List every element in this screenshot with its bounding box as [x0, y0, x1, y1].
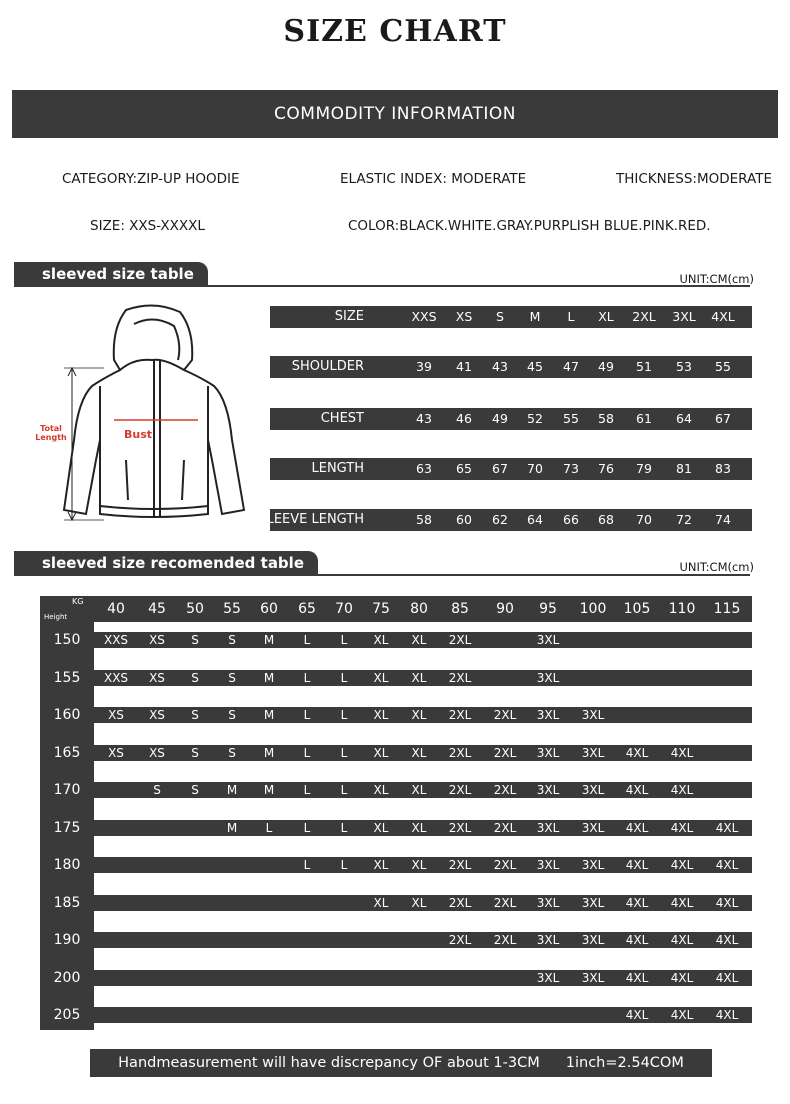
size-cell: [249, 1007, 289, 1023]
size-cell: XS: [108, 708, 124, 722]
weight-header-cell: 80: [410, 601, 428, 617]
size-cell: [399, 932, 439, 948]
table-cell: 53: [676, 359, 692, 374]
height-cell: 180: [53, 857, 81, 873]
size-cell: M: [263, 633, 275, 647]
table-row: [94, 707, 752, 723]
section-tab-label: sleeved size table: [42, 265, 194, 283]
section-tab-recommended: [14, 551, 318, 575]
weight-header-cell: 60: [260, 601, 278, 617]
size-cell: 4XL: [670, 783, 694, 797]
size-cell: 3XL: [581, 933, 605, 947]
size-cell: [287, 1007, 327, 1023]
size-cell: XL: [411, 858, 427, 872]
size-cell: [96, 782, 136, 798]
size-cell: 2XL: [448, 708, 472, 722]
size-cell: [137, 895, 177, 911]
table-cell: 68: [598, 512, 614, 527]
size-cell: [96, 932, 136, 948]
size-cell: [137, 932, 177, 948]
table-cell: 62: [492, 512, 508, 527]
size-cell: 3XL: [536, 633, 560, 647]
size-cell: [287, 932, 327, 948]
size-cell: 4XL: [625, 820, 649, 835]
size-cell: XL: [373, 895, 389, 910]
size-cell: 3XL: [581, 970, 605, 985]
table-cell: 3XL: [672, 309, 696, 324]
size-cell: 4XL: [625, 1008, 649, 1022]
table-cell: 41: [456, 359, 472, 374]
row-label: LENGTH: [311, 461, 364, 476]
table-row: [258, 509, 752, 531]
size-cell: [212, 857, 252, 873]
table-cell: 64: [527, 512, 543, 527]
table-cell: 83: [715, 461, 731, 476]
size-cell: XL: [411, 745, 427, 760]
size-cell: 2XL: [493, 783, 517, 797]
size-cell: [96, 857, 136, 873]
size-cell: S: [153, 783, 161, 797]
table-cell: 49: [598, 359, 614, 374]
size-cell: XL: [373, 745, 389, 760]
size-cell: 3XL: [581, 820, 605, 835]
table-cell: 2XL: [632, 309, 656, 324]
size-cell: [249, 932, 289, 948]
size-cell: [96, 820, 136, 836]
size-cell: L: [340, 745, 348, 760]
size-cell: [399, 1007, 439, 1023]
size-cell: 4XL: [625, 745, 649, 760]
size-cell: XXS: [103, 670, 129, 685]
table-row: [94, 970, 752, 986]
size-cell: M: [263, 708, 275, 722]
size-cell: XL: [373, 783, 389, 797]
size-cell: [212, 895, 252, 911]
size-cell: [249, 895, 289, 911]
size-cell: [485, 632, 525, 648]
size-cell: [617, 670, 657, 686]
table-cell: 43: [416, 411, 432, 426]
size-cell: 4XL: [715, 820, 739, 835]
table-row: [94, 670, 752, 686]
info-elastic: ELASTIC INDEX: MODERATE: [340, 171, 527, 187]
table-cell: M: [529, 309, 541, 324]
size-cell: 4XL: [625, 970, 649, 985]
weight-header-cell: 90: [496, 601, 514, 617]
size-cell: [96, 1007, 136, 1023]
weight-header-cell: 95: [539, 601, 557, 617]
hoodie-illustration: [34, 300, 254, 530]
size-cell: XL: [373, 670, 389, 685]
size-cell: L: [303, 708, 311, 722]
table-row: [270, 306, 752, 328]
size-cell: [249, 970, 289, 986]
size-cell: 2XL: [448, 933, 472, 947]
size-cell: 4XL: [715, 933, 739, 947]
size-cell: 3XL: [581, 783, 605, 797]
footer-note: Handmeasurement will have discrepancy OF about 1-3CM: [118, 1055, 540, 1071]
row-label: SIZE: [334, 309, 364, 324]
weight-header-cell: 85: [451, 601, 469, 617]
size-cell: 2XL: [493, 858, 517, 872]
weight-header-cell: 100: [579, 601, 607, 617]
unit-label: UNIT:CM(cm): [679, 272, 754, 286]
size-cell: S: [191, 745, 199, 760]
size-cell: 2XL: [493, 820, 517, 835]
height-cell: 155: [53, 669, 81, 686]
size-cell: [137, 970, 177, 986]
size-cell: S: [191, 708, 199, 722]
size-cell: [175, 857, 215, 873]
size-cell: XL: [411, 708, 427, 722]
size-cell: XL: [411, 895, 427, 910]
size-cell: 2XL: [493, 708, 517, 722]
table-cell: 67: [492, 461, 508, 476]
table-cell: 67: [715, 411, 731, 426]
row-label: SLEEVE LENGTH: [258, 512, 364, 527]
size-cell: [175, 820, 215, 836]
size-cell: XL: [411, 633, 427, 647]
info-thickness: THICKNESS:MODERATE: [616, 171, 772, 187]
table-cell: 72: [676, 512, 692, 527]
size-cell: [707, 670, 747, 686]
size-cell: [324, 970, 364, 986]
height-cell: 200: [53, 969, 81, 986]
size-cell: 4XL: [625, 933, 649, 947]
size-cell: 2XL: [448, 820, 472, 835]
size-cell: 3XL: [581, 745, 605, 760]
size-cell: [573, 1007, 613, 1023]
row-label: CHEST: [320, 411, 364, 426]
size-cell: 2XL: [448, 858, 472, 872]
height-cell: 160: [53, 707, 81, 723]
size-cell: L: [303, 783, 311, 797]
size-cell: [96, 895, 136, 911]
size-cell: [573, 632, 613, 648]
unit-label: UNIT:CM(cm): [679, 560, 754, 574]
size-cell: 4XL: [625, 783, 649, 797]
weight-header-cell: 115: [713, 601, 741, 617]
size-cell: L: [303, 633, 311, 647]
table-cell: 70: [527, 461, 543, 476]
size-cell: L: [340, 858, 348, 872]
size-cell: S: [228, 670, 236, 685]
table-row: [94, 932, 752, 948]
table-cell: 60: [456, 512, 472, 527]
size-cell: [662, 670, 702, 686]
weight-header-cell: 105: [623, 601, 651, 617]
footer-conversion: 1inch=2.54COM: [565, 1055, 684, 1071]
size-cell: 4XL: [715, 895, 739, 910]
table-row: [94, 782, 752, 798]
size-cell: 4XL: [670, 933, 694, 947]
table-cell: 45: [527, 359, 543, 374]
size-cell: 4XL: [670, 970, 694, 985]
table-cell: 51: [636, 359, 652, 374]
size-cell: 2XL: [448, 745, 472, 760]
table-cell: 46: [456, 411, 472, 426]
table-cell: 76: [598, 461, 614, 476]
size-cell: [707, 632, 747, 648]
table-cell: 65: [456, 461, 472, 476]
size-cell: [707, 745, 747, 761]
section-tab-sleeved-size: [14, 262, 208, 286]
table-cell: 81: [676, 461, 692, 476]
weight-header-cell: 65: [298, 601, 316, 617]
size-cell: XL: [411, 820, 427, 835]
size-cell: XS: [149, 633, 165, 647]
info-category: CATEGORY:ZIP-UP HOODIE: [62, 171, 240, 187]
table-row: [94, 857, 752, 873]
size-cell: [324, 1007, 364, 1023]
size-cell: 4XL: [670, 895, 694, 910]
weight-header-cell: 110: [668, 601, 696, 617]
size-cell: 2XL: [448, 895, 472, 910]
size-cell: 2XL: [448, 670, 472, 685]
size-cell: [662, 632, 702, 648]
table-cell: 52: [527, 411, 543, 426]
size-cell: M: [263, 670, 275, 685]
size-cell: [175, 970, 215, 986]
size-cell: 2XL: [493, 933, 517, 947]
size-cell: 2XL: [448, 783, 472, 797]
size-cell: [440, 1007, 480, 1023]
weight-header-cell: 50: [186, 601, 204, 617]
size-cell: 3XL: [536, 970, 560, 985]
size-cell: S: [191, 783, 199, 797]
size-cell: 4XL: [670, 820, 694, 835]
section-divider: [14, 285, 750, 287]
height-column-bar: [40, 596, 94, 1030]
size-cell: 3XL: [536, 858, 560, 872]
size-cell: [212, 970, 252, 986]
size-cell: [399, 970, 439, 986]
size-cell: M: [226, 820, 238, 835]
size-cell: XS: [108, 745, 124, 760]
info-size: SIZE: XXS-XXXXL: [90, 218, 205, 234]
size-cell: 4XL: [625, 858, 649, 872]
size-cell: [287, 895, 327, 911]
size-cell: [361, 932, 401, 948]
table-cell: 55: [715, 359, 731, 374]
size-cell: [137, 1007, 177, 1023]
height-cell: 150: [53, 632, 81, 648]
size-cell: S: [191, 633, 199, 647]
size-cell: 4XL: [715, 970, 739, 985]
size-cell: [662, 707, 702, 723]
table-cell: 70: [636, 512, 652, 527]
table-cell: 61: [636, 411, 652, 426]
size-cell: [175, 932, 215, 948]
table-row: [270, 458, 752, 480]
table-cell: 66: [563, 512, 579, 527]
table-cell: 74: [715, 512, 731, 527]
size-cell: [249, 857, 289, 873]
table-cell: XS: [455, 309, 473, 324]
size-cell: [96, 970, 136, 986]
size-cell: L: [340, 820, 348, 835]
table-row: [94, 820, 752, 836]
size-cell: [287, 970, 327, 986]
height-cell: 165: [53, 744, 81, 761]
size-cell: XS: [149, 708, 165, 722]
size-cell: XS: [149, 745, 165, 760]
size-cell: L: [303, 820, 311, 835]
size-cell: 4XL: [625, 895, 649, 910]
height-cell: 185: [53, 894, 81, 911]
table-cell: 47: [563, 359, 579, 374]
table-row: [94, 895, 752, 911]
size-cell: 2XL: [493, 895, 517, 910]
weight-header-cell: 55: [223, 601, 241, 617]
size-cell: [485, 970, 525, 986]
commodity-banner: [12, 90, 778, 138]
table-cell: S: [496, 309, 504, 324]
size-cell: [440, 970, 480, 986]
height-cell: 190: [53, 932, 81, 948]
table-cell: 55: [563, 411, 579, 426]
table-cell: 39: [416, 359, 432, 374]
size-cell: 4XL: [670, 1008, 694, 1022]
size-cell: [485, 670, 525, 686]
table-cell: 49: [492, 411, 508, 426]
size-cell: 3XL: [536, 820, 560, 835]
size-cell: [485, 1007, 525, 1023]
size-cell: L: [340, 633, 348, 647]
size-cell: XL: [373, 858, 389, 872]
height-cell: 205: [53, 1007, 81, 1023]
size-cell: 3XL: [536, 783, 560, 797]
size-cell: S: [191, 670, 199, 685]
size-cell: 3XL: [581, 895, 605, 910]
table-cell: XL: [598, 309, 614, 324]
height-cell: 170: [53, 782, 81, 798]
table-row: [94, 632, 752, 648]
size-cell: XL: [411, 670, 427, 685]
size-cell: XL: [373, 633, 389, 647]
page-title: SIZE CHART: [283, 14, 507, 49]
table-row: [94, 1007, 752, 1023]
size-cell: L: [340, 708, 348, 722]
section-divider: [14, 574, 750, 576]
size-cell: 4XL: [715, 1008, 739, 1022]
table-row: [270, 356, 752, 378]
banner-label: COMMODITY INFORMATION: [274, 104, 516, 124]
size-cell: [175, 895, 215, 911]
size-cell: [707, 782, 747, 798]
size-cell: [137, 820, 177, 836]
size-cell: 2XL: [493, 745, 517, 760]
size-cell: L: [265, 820, 273, 835]
size-cell: L: [303, 670, 311, 685]
size-cell: XXS: [103, 633, 129, 647]
size-cell: XL: [411, 783, 427, 797]
size-cell: [324, 932, 364, 948]
size-cell: L: [303, 858, 311, 872]
total-length-label: Total Length: [35, 424, 67, 442]
size-cell: [361, 1007, 401, 1023]
table-row: [270, 408, 752, 430]
size-cell: 4XL: [715, 858, 739, 872]
size-cell: [573, 670, 613, 686]
size-cell: L: [340, 670, 348, 685]
size-cell: XS: [149, 670, 165, 685]
size-cell: 3XL: [536, 708, 560, 722]
table-cell: 4XL: [711, 309, 735, 324]
size-cell: [212, 1007, 252, 1023]
size-cell: [175, 1007, 215, 1023]
size-cell: L: [340, 783, 348, 797]
table-cell: 64: [676, 411, 692, 426]
size-cell: M: [263, 783, 275, 797]
size-cell: S: [228, 633, 236, 647]
size-cell: [137, 857, 177, 873]
size-cell: [212, 932, 252, 948]
footer-note-bar: [90, 1049, 712, 1077]
table-cell: L: [567, 309, 575, 324]
table-cell: 43: [492, 359, 508, 374]
row-label: SHOULDER: [291, 359, 364, 374]
size-cell: 3XL: [536, 933, 560, 947]
size-cell: 4XL: [670, 745, 694, 760]
size-cell: 3XL: [581, 858, 605, 872]
size-cell: XL: [373, 708, 389, 722]
height-cell: 175: [53, 819, 81, 836]
size-cell: S: [228, 745, 236, 760]
size-cell: 3XL: [536, 670, 560, 685]
size-cell: S: [228, 708, 236, 722]
table-cell: 79: [636, 461, 652, 476]
corner-height-label: Height: [44, 613, 68, 621]
size-cell: [324, 895, 364, 911]
size-cell: [528, 1007, 568, 1023]
info-color: COLOR:BLACK.WHITE.GRAY.PURPLISH BLUE.PINK.RED.: [348, 218, 711, 234]
size-cell: 3XL: [581, 708, 605, 722]
corner-kg-label: KG: [72, 597, 84, 606]
size-cell: 3XL: [536, 745, 560, 760]
size-cell: [617, 707, 657, 723]
weight-header-cell: 75: [372, 601, 390, 617]
size-cell: 2XL: [448, 633, 472, 647]
weight-header-cell: 40: [107, 601, 125, 617]
size-cell: XL: [373, 820, 389, 835]
size-cell: M: [226, 783, 238, 797]
bust-label: Bust: [124, 428, 153, 441]
size-cell: 4XL: [670, 858, 694, 872]
weight-header-cell: 45: [148, 601, 166, 617]
size-cell: M: [263, 745, 275, 760]
section-tab-label: sleeved size recomended table: [42, 554, 304, 572]
size-cell: [707, 707, 747, 723]
weight-header-cell: 70: [335, 601, 353, 617]
table-cell: 63: [416, 461, 432, 476]
table-cell: XXS: [411, 309, 437, 324]
size-cell: [361, 970, 401, 986]
size-cell: L: [303, 745, 311, 760]
size-cell: 3XL: [536, 895, 560, 910]
table-cell: 58: [416, 512, 432, 527]
size-cell: [617, 632, 657, 648]
table-cell: 73: [563, 461, 579, 476]
table-row: [94, 745, 752, 761]
table-cell: 58: [598, 411, 614, 426]
